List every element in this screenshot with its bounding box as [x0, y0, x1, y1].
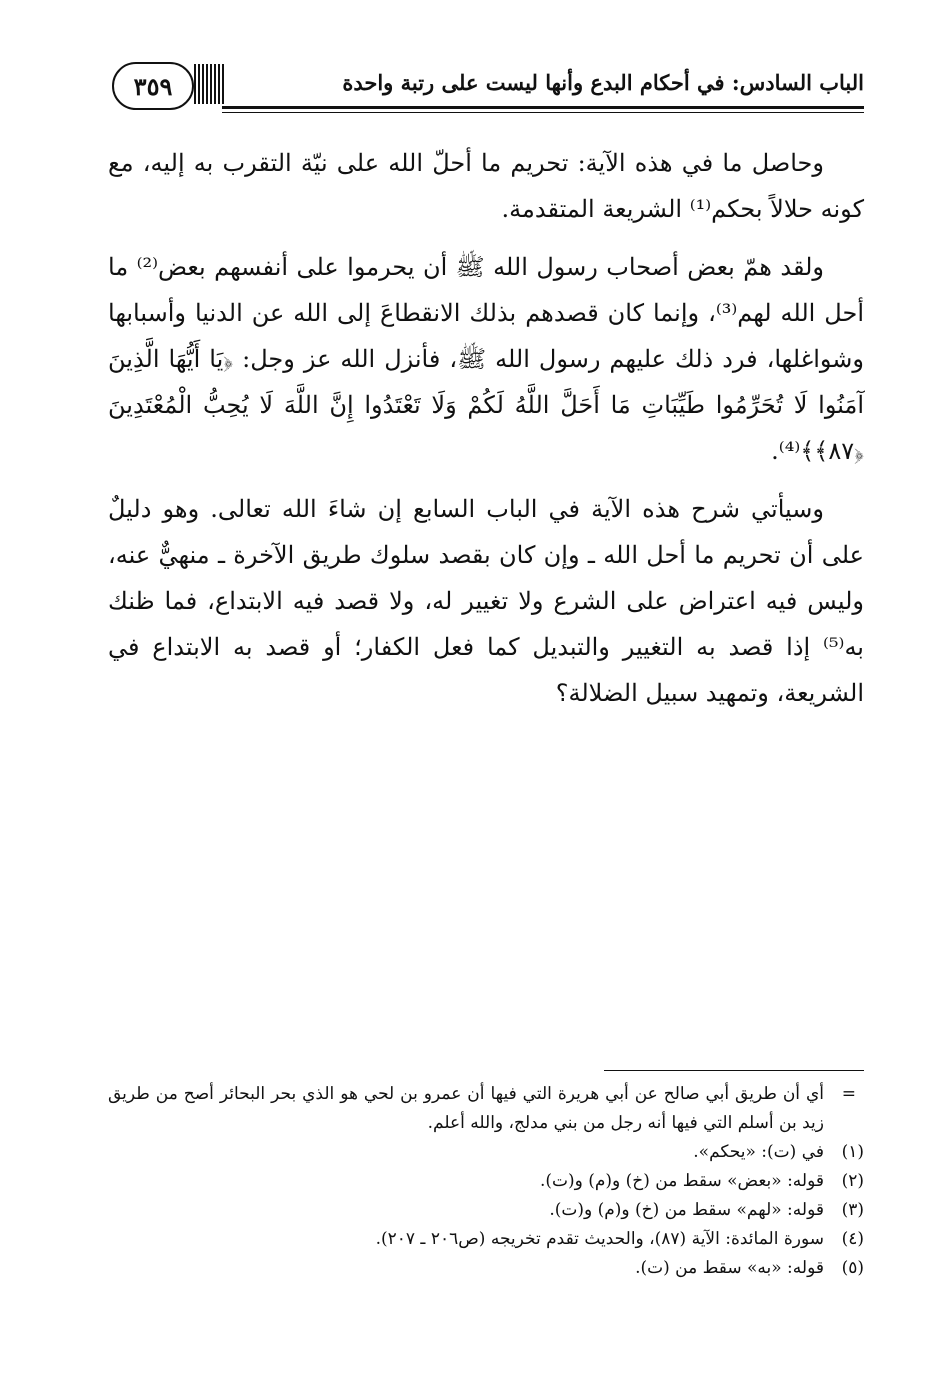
- running-title: الباب السادس: في أحكام البدع وأنها ليست على رتبة واحدة: [342, 70, 864, 95]
- footnotes: [108, 1080, 864, 1283]
- footnote-text: قوله: «به» سقط من (ت).: [635, 1258, 824, 1278]
- footnote-item: [108, 1254, 864, 1283]
- header-ornament: [194, 64, 224, 104]
- main-text: [108, 140, 864, 728]
- footnote-item: [108, 1138, 864, 1167]
- footnote-number: (١): [841, 1142, 864, 1162]
- footnote-text: قوله: «لهم» سقط من (خ) و(م) و(ت).: [549, 1200, 824, 1220]
- paragraph: وحاصل ما في هذه الآية: تحريم ما أحلّ الله على نيّة التقرب به إليه، مع كونه حلالاً بحكم⁽¹⁾ الشريعة المتقدمة.: [108, 149, 864, 223]
- footnote-number: (٢): [841, 1171, 864, 1191]
- footnote-separator: [604, 1070, 864, 1071]
- footnote-item: [108, 1196, 864, 1225]
- footnote-number: (٣): [841, 1200, 864, 1220]
- continuation-mark: =: [841, 1084, 856, 1104]
- footnote-item: [108, 1225, 864, 1254]
- paragraph: ولقد همّ بعض أصحاب رسول الله ﷺ أن يحرموا على أنفسهم بعض⁽²⁾ ما أحل الله لهم⁽³⁾، وإنما كان قصدهم بذلك الانقطاعَ إلى الله عن الدنيا وأسبابها وشواغلها، فرد ذلك عليهم رسول الله ﷺ، فأنزل الله عز وجل: ﴿يَا أَيُّهَا الَّذِينَ آمَنُوا لَا تُحَرِّمُوا طَيِّبَاتِ مَا أَحَلَّ اللَّهُ لَكُمْ وَلَا تَعْتَدُوا إِنَّ اللَّهَ لَا يُحِبُّ الْمُعْتَدِينَ ﴿٨٧﴾﴾⁽⁴⁾.: [108, 253, 864, 465]
- footnote-number: (٥): [841, 1258, 864, 1278]
- footnote-text: في (ت): «يحكم».: [693, 1142, 824, 1162]
- footnote-continuation-text: أي أن طريق أبي صالح عن أبي هريرة التي فيها أن عمرو بن لحي هو الذي بحر البحائر أصح من طريق زيد بن أسلم التي فيها أنه رجل من بني مدلج، والله أعلم.: [108, 1084, 824, 1133]
- footnote-text: قوله: «بعض» سقط من (خ) و(م) و(ت).: [539, 1171, 824, 1191]
- footnote-item: [108, 1167, 864, 1196]
- page-number: ٣٥٩: [112, 62, 194, 110]
- header-rule-thin: [222, 112, 864, 113]
- footnote-text: سورة المائدة: الآية (٨٧)، والحديث تقدم تخريجه (ص٢٠٦ ـ ٢٠٧).: [375, 1229, 824, 1249]
- page-header: [112, 60, 864, 120]
- footnote-continuation: [108, 1080, 864, 1138]
- footnote-number: (٤): [841, 1229, 864, 1249]
- paragraph: وسيأتي شرح هذه الآية في الباب السابع إن شاءَ الله تعالى. وهو دليلٌ على أن تحريم ما أحل الله ـ وإن كان بقصد سلوك طريق الآخرة ـ منهيٌّ عنه، وليس فيه اعتراض على الشرع ولا تغيير له، ولا قصد فيه الابتداع، فما ظنك به⁽⁵⁾ إذا قصد به التغيير والتبديل كما فعل الكفار؛ أو قصد به الابتداع في الشريعة، وتمهيد سبيل الضلالة؟: [108, 495, 864, 707]
- header-rule: [222, 106, 864, 109]
